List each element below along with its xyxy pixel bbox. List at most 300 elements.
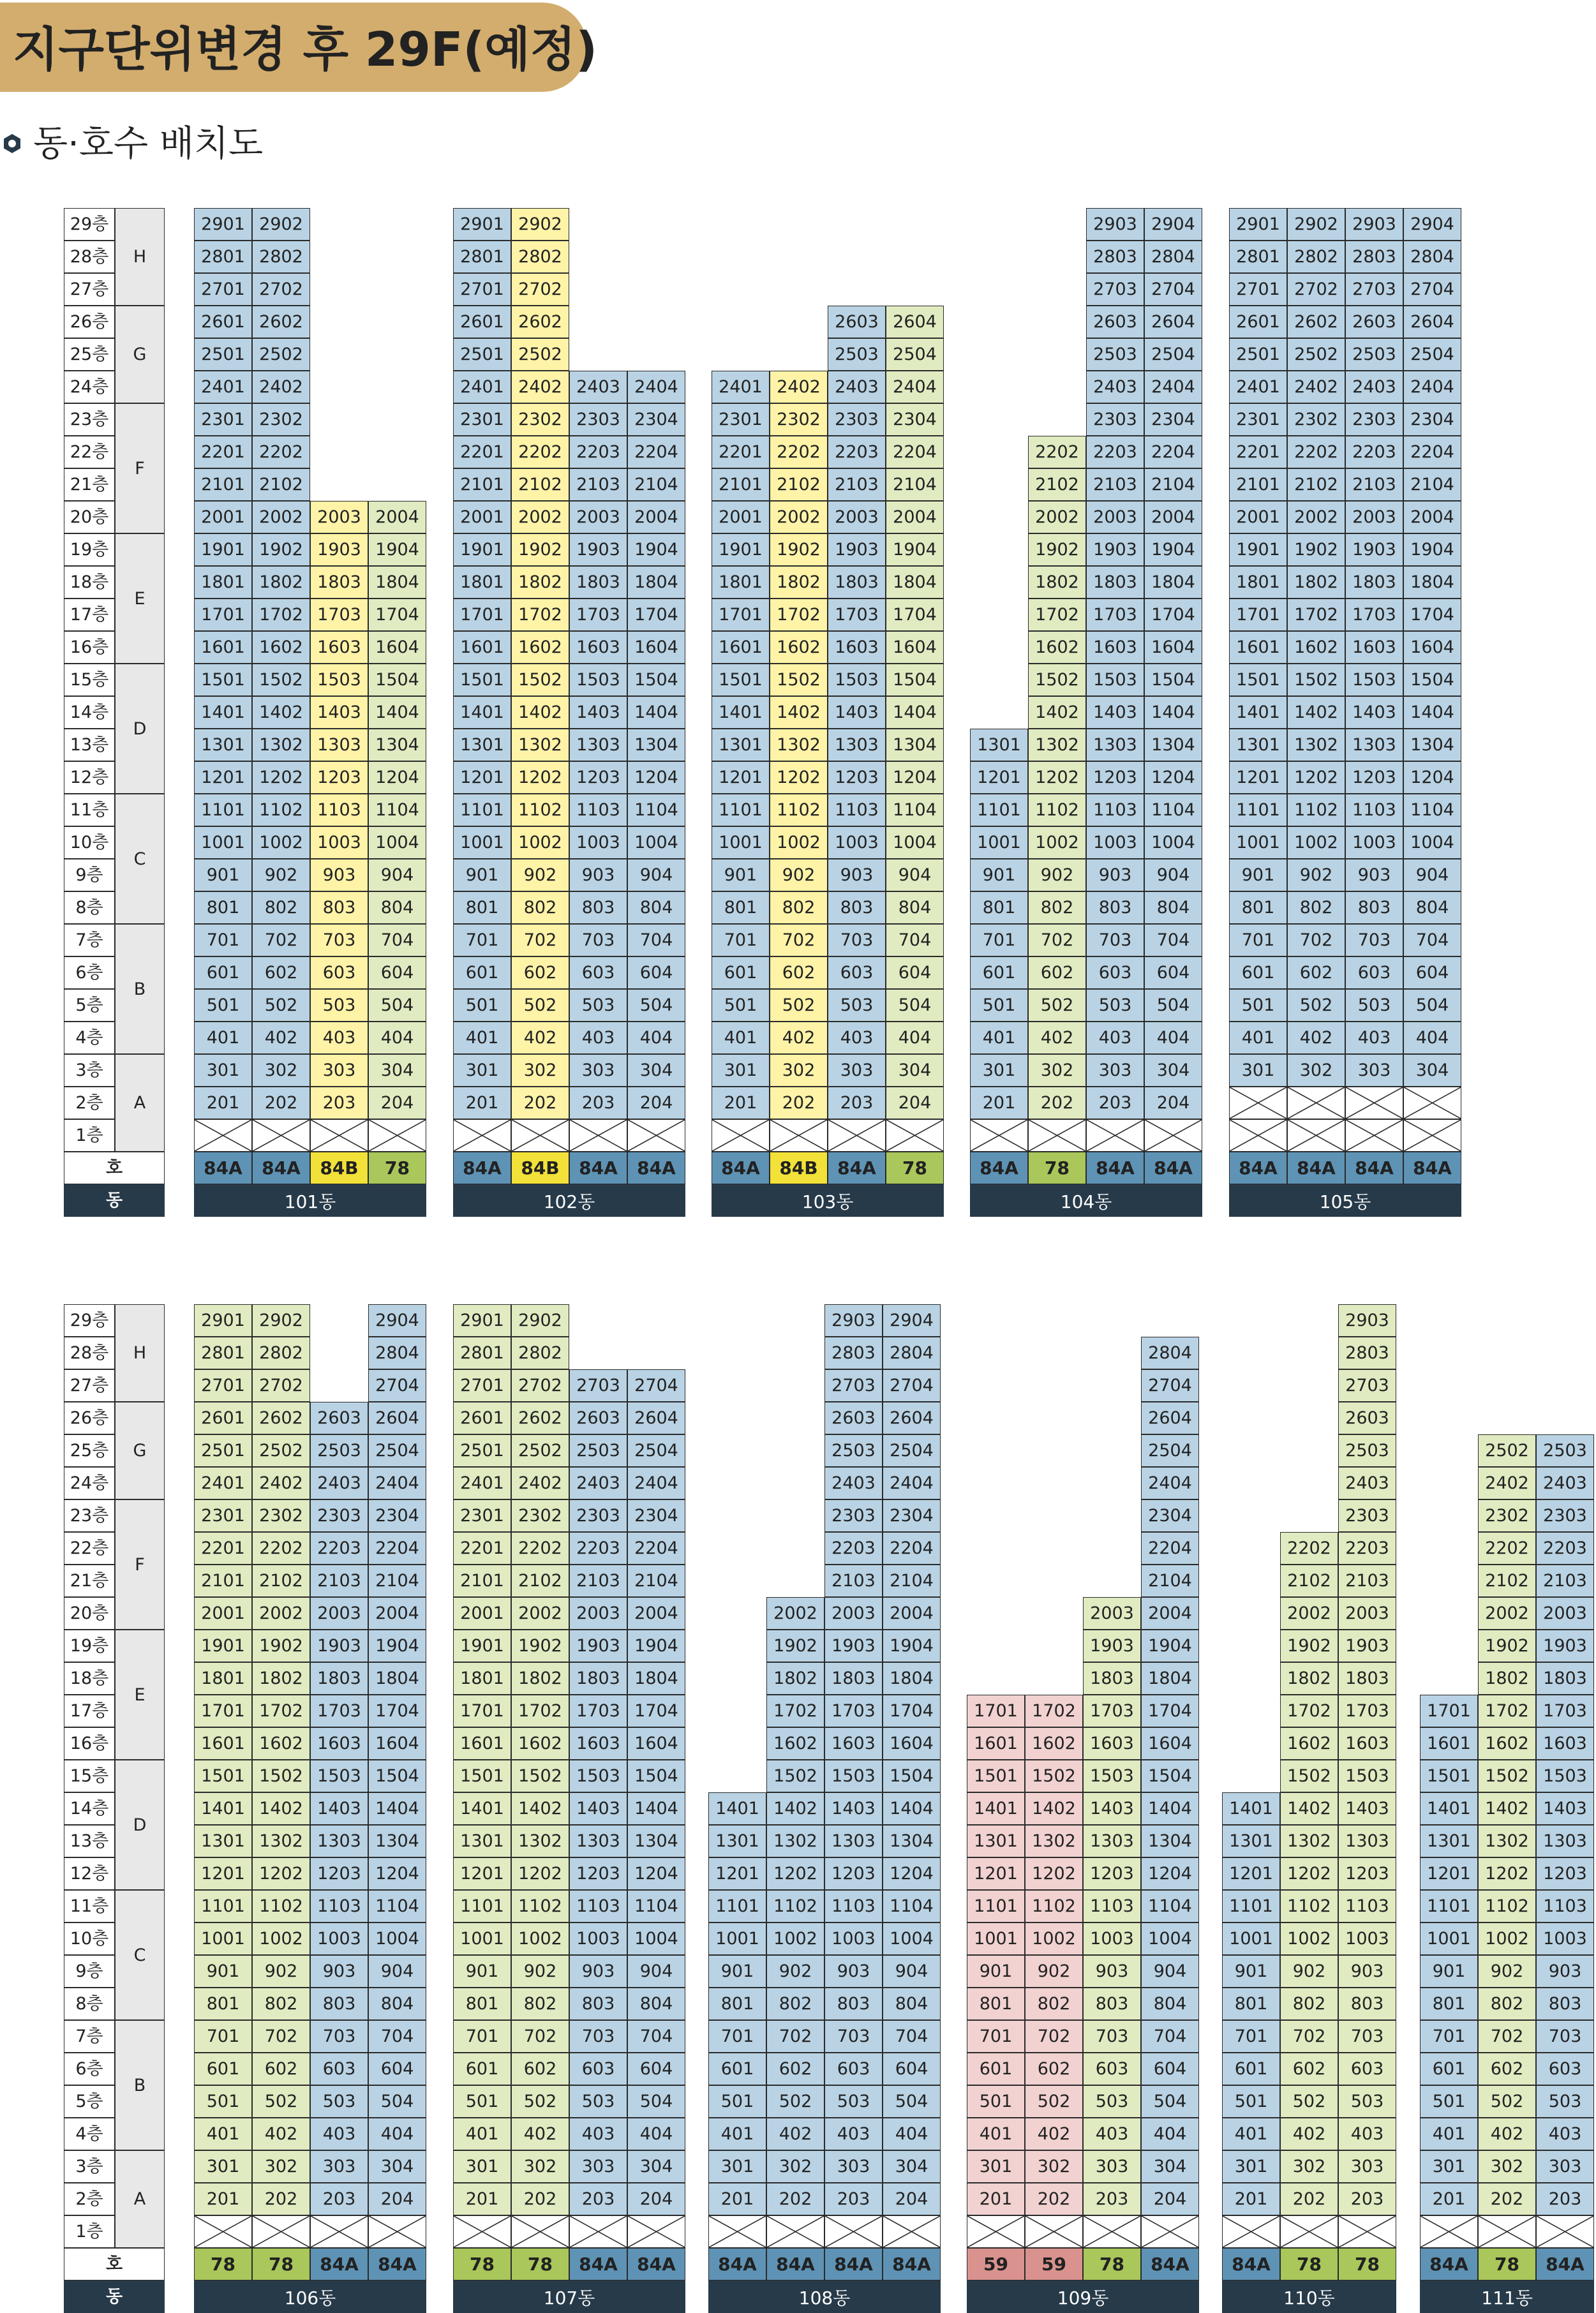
unit-cell: 1103 [828,794,886,826]
unit-cell: 1701 [1229,599,1287,631]
unit-cell: 903 [1086,859,1144,891]
unit-cell: 1603 [310,631,368,664]
unit-cell: 1001 [970,826,1028,859]
floor-label: 8층 [64,891,115,924]
unit-cell: 1101 [1222,1890,1280,1923]
unit-cell: 1702 [252,1695,310,1727]
unit-cell: 1703 [1536,1695,1594,1727]
unit-cell: 1403 [1345,696,1403,729]
unit-cell: 1702 [511,599,569,631]
unit-cell: 1402 [252,1792,310,1825]
unit-cell: 504 [1144,989,1202,1022]
unit-type-badge: 84A [1287,1152,1345,1184]
unit-cell: 1502 [252,664,310,696]
cross-mark-icon [311,2216,368,2247]
unit-cell: 2001 [1229,501,1287,533]
unit-cell: 2604 [368,1402,426,1434]
unit-cell: 1202 [511,761,569,794]
unit-cell: 2202 [252,436,310,468]
unit-type-badge: 84A [766,2248,824,2280]
unit-cell: 1504 [1141,1760,1199,1792]
unit-cell: 2104 [368,1565,426,1597]
unit-cell: 1204 [1144,761,1202,794]
unit-cell: 2503 [1086,338,1144,371]
unit-cell: 1502 [1028,664,1086,696]
unit-cell: 2802 [252,1337,310,1369]
unit-cell: 1404 [1141,1792,1199,1825]
unit-cell: 1204 [1403,761,1461,794]
unit-cell: 2302 [511,1499,569,1532]
unit-cell: 1104 [1144,794,1202,826]
unit-type-badge: 84A [883,2248,941,2280]
unit-cell: 2604 [1144,306,1202,338]
empty-floor-cell [1025,2215,1083,2248]
unit-cell: 201 [967,2183,1025,2215]
unit-cell: 1401 [453,1792,511,1825]
unit-cell: 302 [1280,2150,1338,2183]
unit-cell: 303 [1086,1054,1144,1087]
unit-cell: 1302 [766,1825,824,1857]
unit-cell: 2201 [453,1532,511,1565]
unit-type-badge: 78 [368,1152,426,1184]
unit-cell: 1503 [310,1760,368,1792]
unit-cell: 804 [1141,1988,1199,2020]
unit-cell: 1502 [1025,1760,1083,1792]
unit-cell: 604 [886,956,944,989]
unit-cell: 404 [1141,2118,1199,2150]
cross-mark-icon [825,2216,882,2247]
empty-floor-cell [886,1119,944,1152]
unit-cell: 1601 [1420,1727,1478,1760]
unit-cell: 2003 [1338,1597,1396,1630]
unit-cell: 1401 [1222,1792,1280,1825]
unit-cell: 801 [194,1988,252,2020]
unit-cell: 2003 [1345,501,1403,533]
zone-label: H [115,208,165,306]
unit-cell: 2604 [627,1402,685,1434]
unit-type-badge: 84A [310,2248,368,2280]
unit-cell: 2702 [252,1369,310,1402]
unit-cell: 702 [766,2020,824,2053]
unit-cell: 2803 [1338,1337,1396,1369]
unit-cell: 303 [1338,2150,1396,2183]
cross-mark-icon [454,1120,511,1151]
unit-cell: 502 [1287,989,1345,1022]
unit-cell: 1301 [194,729,252,761]
unit-cell: 2104 [1403,468,1461,501]
unit-cell: 902 [1287,859,1345,891]
unit-cell: 1901 [453,533,511,566]
unit-cell: 1601 [194,631,252,664]
unit-cell: 504 [627,2085,685,2118]
unit-cell: 702 [1280,2020,1338,2053]
unit-cell: 2101 [194,468,252,501]
unit-cell: 901 [712,859,770,891]
unit-cell: 1102 [1287,794,1345,826]
floor-label: 22층 [64,436,115,468]
unit-cell: 2502 [252,338,310,371]
unit-cell: 1902 [1280,1630,1338,1662]
unit-cell: 903 [828,859,886,891]
unit-cell: 601 [1420,2053,1478,2085]
unit-type-badge: 84B [770,1152,828,1184]
unit-cell: 1001 [194,1923,252,1955]
unit-cell: 1303 [1536,1825,1594,1857]
unit-cell: 1102 [1280,1890,1338,1923]
unit-cell: 401 [453,2118,511,2150]
unit-cell: 1202 [1287,761,1345,794]
unit-cell: 701 [708,2020,766,2053]
unit-cell: 2002 [1028,501,1086,533]
zone-label: H [115,1304,165,1402]
unit-cell: 603 [1083,2053,1141,2085]
unit-cell: 1303 [1083,1825,1141,1857]
unit-type-badge: 84A [368,2248,426,2280]
unit-cell: 1404 [883,1792,941,1825]
empty-floor-cell [1141,2215,1199,2248]
unit-cell: 1502 [1478,1760,1536,1792]
empty-floor-cell [828,1119,886,1152]
unit-cell: 1803 [1086,566,1144,599]
unit-cell: 302 [511,1054,569,1087]
unit-cell: 904 [627,859,685,891]
unit-cell: 1601 [712,631,770,664]
unit-cell: 804 [627,891,685,924]
unit-cell: 1304 [368,1825,426,1857]
unit-cell: 1402 [511,696,569,729]
unit-cell: 2503 [824,1434,883,1467]
unit-cell: 503 [1086,989,1144,1022]
floor-label: 18층 [64,1662,115,1695]
unit-cell: 1904 [883,1630,941,1662]
unit-cell: 2702 [511,273,569,306]
floor-label: 26층 [64,306,115,338]
unit-cell: 1501 [453,1760,511,1792]
unit-cell: 2101 [194,1565,252,1597]
unit-cell: 2003 [824,1597,883,1630]
unit-cell: 402 [766,2118,824,2150]
unit-cell: 1402 [1280,1792,1338,1825]
floor-label: 1층 [64,2215,115,2248]
unit-type-badge: 84A [828,1152,886,1184]
unit-type-badge: 78 [1338,2248,1396,2280]
unit-cell: 2101 [1229,468,1287,501]
unit-cell: 704 [627,924,685,956]
unit-cell: 2102 [1280,1565,1338,1597]
unit-cell: 403 [828,1022,886,1054]
floor-label: 16층 [64,1727,115,1760]
unit-cell: 1604 [1403,631,1461,664]
unit-cell: 303 [1083,2150,1141,2183]
floor-label: 28층 [64,241,115,273]
floor-label: 25층 [64,338,115,371]
cross-mark-icon [570,2216,627,2247]
zone-label: C [115,1890,165,2020]
unit-cell: 1102 [511,1890,569,1923]
building-name: 106동 [194,2280,426,2313]
unit-cell: 301 [708,2150,766,2183]
unit-cell: 2901 [453,208,511,241]
unit-cell: 402 [252,2118,310,2150]
unit-cell: 1101 [453,794,511,826]
unit-cell: 1701 [712,599,770,631]
unit-cell: 2004 [883,1597,941,1630]
unit-cell: 302 [511,2150,569,2183]
unit-cell: 2202 [1028,436,1086,468]
unit-cell: 204 [368,2183,426,2215]
unit-cell: 1801 [1229,566,1287,599]
unit-cell: 1702 [1287,599,1345,631]
unit-cell: 301 [712,1054,770,1087]
unit-cell: 802 [770,891,828,924]
empty-floor-cell [1536,2215,1594,2248]
cross-mark-icon [886,1120,943,1151]
unit-cell: 1401 [967,1792,1025,1825]
unit-cell: 1801 [194,566,252,599]
unit-cell: 504 [627,989,685,1022]
cross-mark-icon [1339,2216,1396,2247]
unit-cell: 1303 [1338,1825,1396,1857]
unit-cell: 1602 [1025,1727,1083,1760]
unit-cell: 604 [368,956,426,989]
unit-cell: 1503 [824,1760,883,1792]
unit-cell: 704 [1141,2020,1199,2053]
unit-cell: 1102 [252,794,310,826]
unit-cell: 2303 [1345,403,1403,436]
unit-cell: 802 [511,891,569,924]
unit-cell: 1704 [886,599,944,631]
unit-cell: 1803 [569,566,627,599]
floor-label: 14층 [64,696,115,729]
unit-cell: 702 [1025,2020,1083,2053]
unit-cell: 303 [310,2150,368,2183]
ho-header: 호 [64,1152,165,1184]
unit-cell: 1401 [1229,696,1287,729]
unit-cell: 301 [194,2150,252,2183]
unit-cell: 1202 [770,761,828,794]
unit-cell: 1203 [1086,761,1144,794]
unit-cell: 1804 [1144,566,1202,599]
unit-cell: 1104 [627,1890,685,1923]
cross-mark-icon [1537,2216,1593,2247]
unit-cell: 2402 [770,371,828,403]
unit-cell: 1704 [368,599,426,631]
unit-cell: 2404 [1403,371,1461,403]
unit-cell: 2501 [194,338,252,371]
unit-cell: 2103 [1345,468,1403,501]
unit-cell: 2202 [1478,1532,1536,1565]
unit-cell: 203 [569,2183,627,2215]
floor-label: 16층 [64,631,115,664]
unit-cell: 1103 [1536,1890,1594,1923]
unit-cell: 1002 [511,826,569,859]
unit-cell: 602 [1028,956,1086,989]
unit-cell: 603 [1338,2053,1396,2085]
unit-cell: 2201 [194,436,252,468]
unit-cell: 601 [194,2053,252,2085]
unit-cell: 1002 [1028,826,1086,859]
unit-cell: 804 [883,1988,941,2020]
unit-cell: 1801 [453,566,511,599]
empty-floor-cell [310,2215,368,2248]
unit-cell: 1302 [252,729,310,761]
unit-cell: 2203 [569,1532,627,1565]
floor-label: 21층 [64,468,115,501]
unit-cell: 1504 [1403,664,1461,696]
empty-floor-cell [1280,2215,1338,2248]
unit-cell: 201 [194,2183,252,2215]
cross-mark-icon [195,1120,251,1151]
unit-cell: 2801 [194,1337,252,1369]
unit-cell: 401 [1222,2118,1280,2150]
unit-cell: 902 [1478,1955,1536,1988]
unit-cell: 2301 [194,403,252,436]
unit-cell: 903 [569,1955,627,1988]
unit-cell: 304 [1403,1054,1461,1087]
unit-cell: 204 [627,1087,685,1119]
cross-mark-icon [1288,1120,1345,1151]
unit-cell: 1304 [368,729,426,761]
unit-cell: 2703 [1345,273,1403,306]
cross-mark-icon [1404,1120,1461,1151]
unit-cell: 1301 [453,729,511,761]
unit-cell: 1002 [252,1923,310,1955]
unit-cell: 2504 [883,1434,941,1467]
unit-cell: 2401 [1229,371,1287,403]
unit-cell: 2701 [1229,273,1287,306]
unit-cell: 903 [1345,859,1403,891]
cross-mark-icon [253,1120,310,1151]
unit-cell: 904 [368,859,426,891]
unit-cell: 1001 [453,1923,511,1955]
unit-cell: 2003 [569,501,627,533]
unit-cell: 504 [886,989,944,1022]
unit-cell: 1102 [766,1890,824,1923]
unit-cell: 903 [1083,1955,1141,1988]
unit-cell: 1403 [1086,696,1144,729]
unit-cell: 904 [627,1955,685,1988]
unit-cell: 2603 [1338,1402,1396,1434]
empty-floor-cell [252,2215,310,2248]
cross-mark-icon [828,1120,885,1151]
unit-cell: 2603 [1086,306,1144,338]
floor-label: 26층 [64,1402,115,1434]
unit-cell: 703 [1536,2020,1594,2053]
unit-cell: 2603 [1345,306,1403,338]
unit-cell: 1102 [1028,794,1086,826]
unit-cell: 202 [1028,1087,1086,1119]
unit-cell: 2604 [883,1402,941,1434]
unit-cell: 2303 [569,403,627,436]
unit-cell: 2803 [1345,241,1403,273]
unit-cell: 401 [967,2118,1025,2150]
unit-cell: 1904 [627,1630,685,1662]
unit-cell: 1402 [766,1792,824,1825]
unit-cell: 1804 [368,1662,426,1695]
unit-cell: 901 [970,859,1028,891]
unit-cell: 1602 [1280,1727,1338,1760]
unit-cell: 903 [569,859,627,891]
unit-cell: 1204 [368,761,426,794]
unit-cell: 1303 [1086,729,1144,761]
unit-cell: 2304 [886,403,944,436]
unit-cell: 2103 [310,1565,368,1597]
unit-cell: 1704 [883,1695,941,1727]
unit-cell: 1404 [368,696,426,729]
dong-header: 동 [64,2280,165,2313]
unit-cell: 1802 [1287,566,1345,599]
unit-cell: 2002 [1287,501,1345,533]
unit-cell: 2402 [1287,371,1345,403]
unit-cell: 1103 [569,1890,627,1923]
unit-cell: 2002 [1280,1597,1338,1630]
unit-cell: 2101 [712,468,770,501]
empty-floor-cell [453,2215,511,2248]
unit-cell: 1802 [511,1662,569,1695]
unit-cell: 1104 [627,794,685,826]
unit-cell: 604 [627,2053,685,2085]
unit-cell: 502 [252,989,310,1022]
unit-cell: 1904 [368,1630,426,1662]
unit-cell: 804 [368,891,426,924]
unit-cell: 2604 [886,306,944,338]
unit-cell: 502 [1280,2085,1338,2118]
unit-cell: 901 [453,859,511,891]
unit-cell: 1801 [453,1662,511,1695]
unit-cell: 1903 [310,1630,368,1662]
unit-cell: 1101 [1420,1890,1478,1923]
unit-cell: 803 [1086,891,1144,924]
unit-cell: 1702 [770,599,828,631]
unit-cell: 2804 [1141,1337,1199,1369]
unit-cell: 2603 [310,1402,368,1434]
unit-cell: 1501 [453,664,511,696]
unit-cell: 2104 [886,468,944,501]
unit-cell: 801 [1420,1988,1478,2020]
empty-floor-cell [368,2215,426,2248]
unit-cell: 1904 [1403,533,1461,566]
unit-cell: 2902 [252,208,310,241]
building-name: 104동 [970,1184,1202,1217]
unit-cell: 1402 [1287,696,1345,729]
unit-cell: 504 [1403,989,1461,1022]
unit-cell: 1604 [1141,1727,1199,1760]
unit-cell: 2503 [1536,1434,1594,1467]
unit-cell: 2602 [252,306,310,338]
unit-cell: 2404 [883,1467,941,1499]
unit-type-badge: 84A [1144,1152,1202,1184]
unit-cell: 2504 [886,338,944,371]
unit-cell: 801 [453,891,511,924]
unit-cell: 502 [511,2085,569,2118]
unit-cell: 501 [194,989,252,1022]
unit-cell: 1302 [1478,1825,1536,1857]
unit-type-badge: 84A [712,1152,770,1184]
unit-cell: 1802 [766,1662,824,1695]
cross-mark-icon [1421,2216,1477,2247]
unit-cell: 1804 [883,1662,941,1695]
unit-cell: 601 [194,956,252,989]
unit-cell: 702 [1028,924,1086,956]
unit-cell: 2801 [194,241,252,273]
unit-cell: 1204 [368,1857,426,1890]
unit-cell: 2201 [1229,436,1287,468]
unit-cell: 1804 [627,566,685,599]
unit-cell: 1302 [511,1825,569,1857]
floor-label: 25층 [64,1434,115,1467]
unit-cell: 1604 [1144,631,1202,664]
unit-cell: 2201 [453,436,511,468]
